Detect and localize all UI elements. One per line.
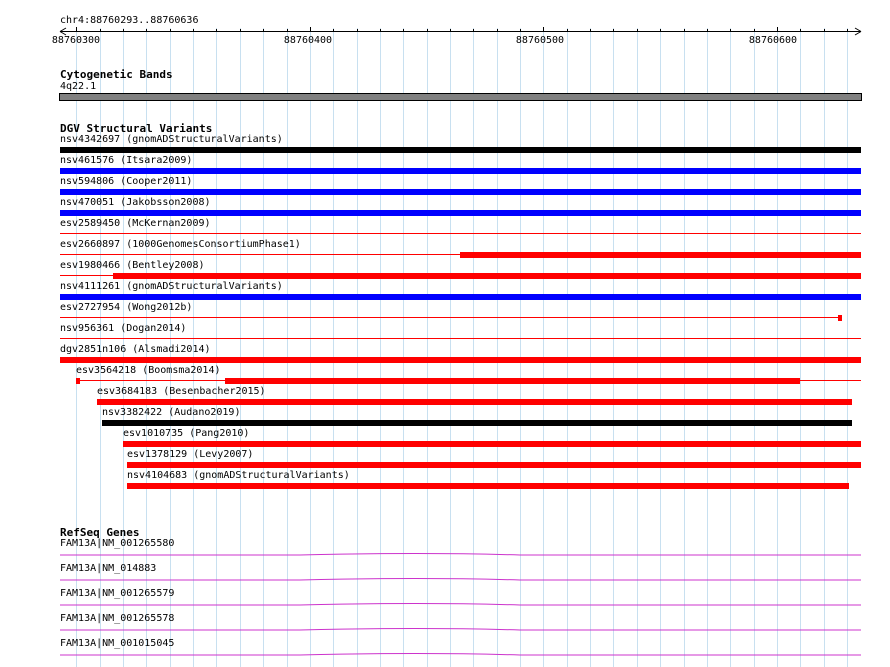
ruler-tick-label: 88760400 xyxy=(283,35,333,46)
variant-label[interactable]: esv1010735 (Pang2010) xyxy=(123,428,250,439)
gene-label[interactable]: FAM13A|NM_001265579 xyxy=(60,588,175,599)
variant-bar xyxy=(60,147,861,153)
variant-bar xyxy=(60,294,861,300)
variant-bar xyxy=(460,252,861,258)
variant-line xyxy=(60,275,113,276)
variant-label[interactable]: nsv956361 (Dogan2014) xyxy=(60,323,187,334)
dgv-track-title: DGV Structural Variants xyxy=(60,122,213,135)
gene-line xyxy=(60,604,861,606)
variant-bar xyxy=(97,399,852,405)
ruler-tick-label: 88760500 xyxy=(515,35,565,46)
variant-bar xyxy=(113,273,861,279)
variant-bar xyxy=(60,357,861,363)
gene-line xyxy=(60,629,861,631)
gene-line xyxy=(60,579,861,581)
variant-bar xyxy=(60,168,861,174)
gene-label[interactable]: FAM13A|NM_014883 xyxy=(60,563,157,574)
variant-label[interactable]: esv2589450 (McKernan2009) xyxy=(60,218,211,229)
variant-label[interactable]: nsv4342697 (gnomADStructuralVariants) xyxy=(60,134,283,145)
variant-label[interactable]: nsv470051 (Jakobsson2008) xyxy=(60,197,211,208)
variant-bar xyxy=(60,210,861,216)
variant-label[interactable]: esv2660897 (1000GenomesConsortiumPhase1) xyxy=(60,239,301,250)
variant-line xyxy=(60,233,861,234)
gene-line xyxy=(60,654,861,656)
variant-bar xyxy=(127,483,849,489)
variant-label[interactable]: esv3564218 (Boomsma2014) xyxy=(76,365,221,376)
cytoband-bar xyxy=(60,94,862,101)
gene-label[interactable]: FAM13A|NM_001265580 xyxy=(60,538,175,549)
refseq-track-title: RefSeq Genes xyxy=(60,526,140,539)
variant-bar xyxy=(102,420,852,426)
variant-label[interactable]: nsv3382422 (Audano2019) xyxy=(102,407,241,418)
gene-line xyxy=(60,554,861,556)
variant-label[interactable]: esv1980466 (Bentley2008) xyxy=(60,260,205,271)
gene-label[interactable]: FAM13A|NM_001015045 xyxy=(60,638,175,649)
variant-line xyxy=(60,317,838,318)
variant-line xyxy=(60,254,460,255)
variant-label[interactable]: nsv594806 (Cooper2011) xyxy=(60,176,193,187)
variant-label[interactable]: nsv4104683 (gnomADStructuralVariants) xyxy=(127,470,350,481)
variant-bar xyxy=(225,378,800,384)
gene-label[interactable]: FAM13A|NM_001265578 xyxy=(60,613,175,624)
variant-bar xyxy=(76,378,80,384)
variant-label[interactable]: esv3684183 (Besenbacher2015) xyxy=(97,386,266,397)
variant-line xyxy=(60,338,861,339)
variant-bar xyxy=(127,462,861,468)
cytoband-label[interactable]: 4q22.1 xyxy=(60,81,97,92)
variant-bar xyxy=(838,315,842,321)
variant-label[interactable]: esv2727954 (Wong2012b) xyxy=(60,302,193,313)
ruler-tick-label: 88760600 xyxy=(748,35,798,46)
cytoband-track-title: Cytogenetic Bands xyxy=(60,68,173,81)
variant-bar xyxy=(123,441,861,447)
variant-bar xyxy=(60,189,861,195)
variant-label[interactable]: dgv2851n106 (Alsmadi2014) xyxy=(60,344,211,355)
variant-label[interactable]: nsv461576 (Itsara2009) xyxy=(60,155,193,166)
variant-label[interactable]: nsv4111261 (gnomADStructuralVariants) xyxy=(60,281,283,292)
ruler-tick-label: 88760300 xyxy=(51,35,101,46)
variant-label[interactable]: esv1378129 (Levy2007) xyxy=(127,449,254,460)
region-label: chr4:88760293..88760636 xyxy=(60,15,199,26)
